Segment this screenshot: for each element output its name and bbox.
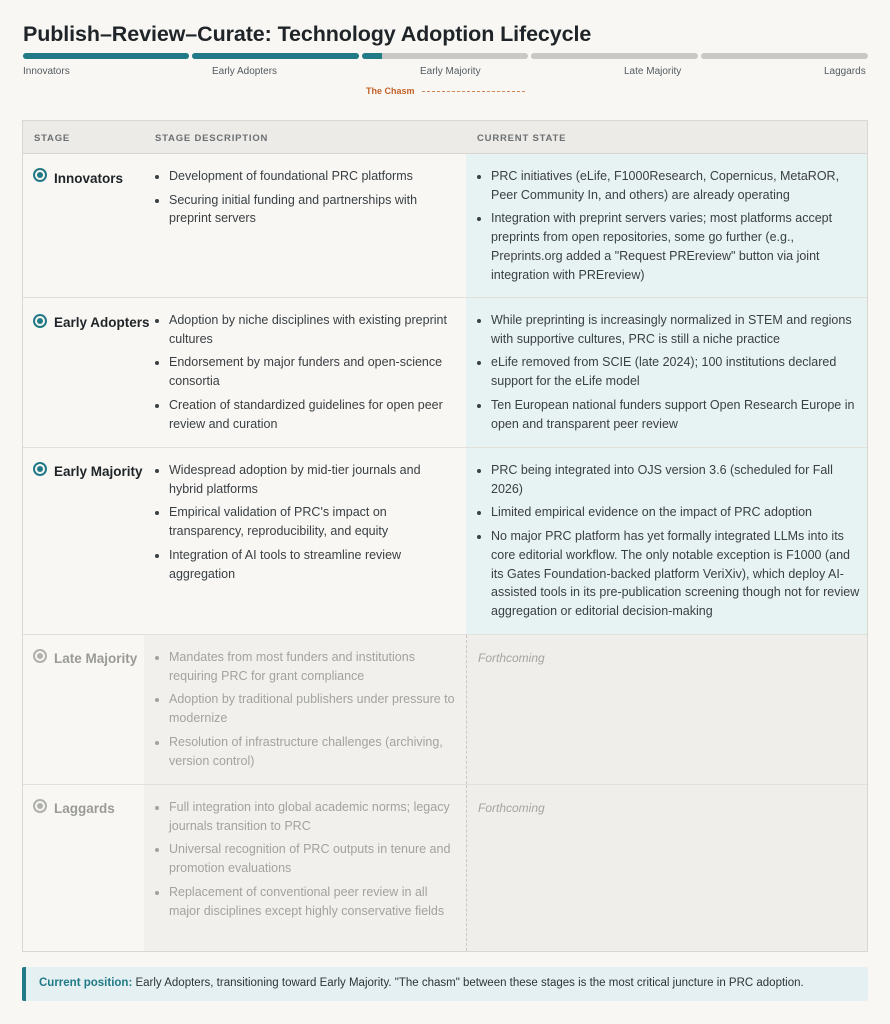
list-item: Resolution of infrastructure challenges (archiving, version control) <box>155 733 455 770</box>
table-row-early-adopters <box>23 298 867 448</box>
list-item: While preprinting is increasingly normalized in STEM and regions with supportive cultures, PRC is still a niche practice <box>477 311 859 348</box>
stage-label-innovators: Innovators <box>23 66 70 77</box>
callout-text <box>39 977 804 989</box>
table-row-laggards <box>23 785 867 951</box>
list-item: Full integration into global academic norms; legacy journals transition to PRC <box>155 798 455 835</box>
list-item: eLife removed from SCIE (late 2024); 100 institutions declared support for the eLife model <box>477 353 859 390</box>
list-item: Replacement of conventional peer review in all major disciplines except highly conservative fields <box>155 883 455 920</box>
current-state-list <box>477 167 859 289</box>
lifecycle-progress-bar <box>23 53 868 59</box>
lifecycle-table <box>22 120 868 952</box>
list-item: Creation of standardized guidelines for open peer review and curation <box>155 396 455 433</box>
table-row-late-majority <box>23 635 867 785</box>
current-state-list <box>477 461 861 626</box>
forthcoming-placeholder: Forthcoming <box>478 801 545 815</box>
stage-status-icon <box>33 799 47 813</box>
list-item: PRC initiatives (eLife, F1000Research, Copernicus, MetaROR, Peer Community In, and others) are already operating <box>477 167 859 204</box>
stage-name: Early Majority <box>54 464 143 479</box>
description-list <box>155 648 455 775</box>
callout-body: Early Adopters, transitioning toward Early Majority. "The chasm" between these stages is the most critical juncture in PRC adoption. <box>135 977 804 989</box>
segment-late-majority <box>531 53 698 59</box>
segment-early-adopters <box>192 53 359 59</box>
stage-label-early-adopters: Early Adopters <box>212 66 278 77</box>
stage-status-icon <box>33 462 47 476</box>
current-state-list <box>477 311 859 438</box>
stage-name: Late Majority <box>54 651 138 666</box>
stage-label-early-majority: Early Majority <box>420 66 481 77</box>
page-title: Publish–Review–Curate: Technology Adoption Lifecycle <box>23 22 592 46</box>
header-current-state: CURRENT STATE <box>477 133 567 144</box>
list-item: PRC being integrated into OJS version 3.6 (scheduled for Fall 2026) <box>477 461 861 498</box>
description-list <box>155 167 455 233</box>
chasm-dashed-line <box>422 91 525 92</box>
header-description: STAGE DESCRIPTION <box>155 133 269 144</box>
description-list <box>155 798 455 925</box>
stage-name: Early Adopters <box>54 315 150 330</box>
list-item: Widespread adoption by mid-tier journals and hybrid platforms <box>155 461 455 498</box>
current-position-callout <box>22 967 868 1001</box>
list-item: Universal recognition of PRC outputs in tenure and promotion evaluations <box>155 840 455 877</box>
list-item: Ten European national funders support Open Research Europe in open and transparent peer review <box>477 396 859 433</box>
stage-name: Laggards <box>54 801 115 816</box>
list-item: Integration of AI tools to streamline review aggregation <box>155 546 455 583</box>
list-item: Adoption by niche disciplines with existing preprint cultures <box>155 311 455 348</box>
list-item: Endorsement by major funders and open-science consortia <box>155 353 455 390</box>
stage-status-icon <box>33 168 47 182</box>
table-row-early-majority <box>23 448 867 635</box>
list-item: Development of foundational PRC platforms <box>155 167 455 186</box>
chasm-label: The Chasm <box>366 86 415 96</box>
table-row-innovators <box>23 154 867 298</box>
stage-status-icon <box>33 649 47 663</box>
stage-label-late-majority: Late Majority <box>624 66 682 77</box>
list-item: Mandates from most funders and institutions requiring PRC for grant compliance <box>155 648 455 685</box>
forthcoming-placeholder: Forthcoming <box>478 651 545 665</box>
header-stage: STAGE <box>34 133 71 144</box>
segment-early-majority <box>362 53 528 59</box>
stage-name: Innovators <box>54 171 124 186</box>
list-item: Securing initial funding and partnerships with preprint servers <box>155 191 455 228</box>
list-item: No major PRC platform has yet formally integrated LLMs into its core editorial workflow. The only notable exception is F1000 (and its Gates Foundation-backed platform VeriXiv), which deploy AI-assisted tools in its pre-publication screening though not for review aggregation or editorial decision-making <box>477 527 861 621</box>
stage-label-laggards: Laggards <box>824 66 866 77</box>
segment-laggards <box>701 53 868 59</box>
description-list <box>155 311 455 438</box>
list-item: Adoption by traditional publishers under pressure to modernize <box>155 690 455 727</box>
table-header <box>23 121 867 154</box>
list-item: Integration with preprint servers varies; most platforms accept preprints from open repositories, some go further (e.g., Preprints.org added a "Request PREreview" button via joint integration with PREreview) <box>477 209 859 284</box>
callout-label: Current position: <box>39 977 133 989</box>
list-item: Limited empirical evidence on the impact of PRC adoption <box>477 503 861 522</box>
description-list <box>155 461 455 588</box>
stage-status-icon <box>33 314 47 328</box>
list-item: Empirical validation of PRC's impact on transparency, reproducibility, and equity <box>155 503 455 540</box>
segment-innovators <box>23 53 189 59</box>
